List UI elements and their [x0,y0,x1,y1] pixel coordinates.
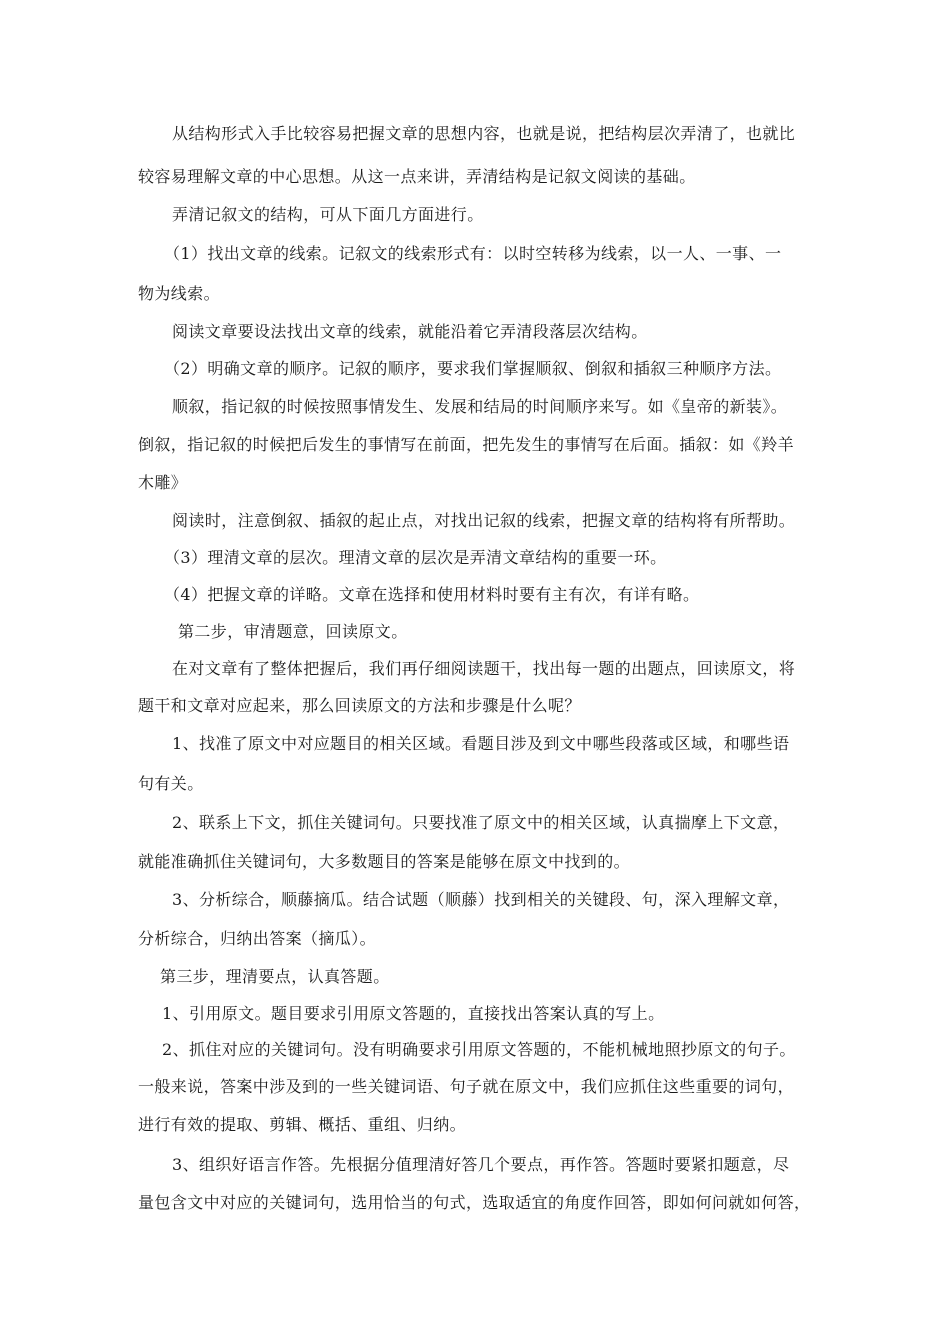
text-line: 第三步，理清要点，认真答题。 [160,967,390,986]
text-line: 3、分析综合，顺藤摘瓜。结合试题（顺藤）找到相关的关键段、句，深入理解文章， [172,890,790,909]
text-line: 较容易理解文章的中心思想。从这一点来讲，弄清结构是记叙文阅读的基础。 [138,167,696,186]
text-line: 进行有效的提取、剪辑、概括、重组、归纳。 [138,1115,467,1134]
text-line: （3）理清文章的层次。理清文章的层次是弄清文章结构的重要一环。 [164,548,667,567]
text-line: 句有关。 [138,774,204,793]
text-line: （2）明确文章的顺序。记叙的顺序，要求我们掌握顺叙、倒叙和插叙三种顺序方法。 [164,359,782,378]
text-line: 弄清记叙文的结构，可从下面几方面进行。 [172,205,484,224]
text-line: 阅读文章要设法找出文章的线索，就能沿着它弄清段落层次结构。 [172,322,648,341]
text-line: 就能准确抓住关键词句，大多数题目的答案是能够在原文中找到的。 [138,852,631,871]
text-line: 1、找准了原文中对应题目的相关区域。看题目涉及到文中哪些段落或区域，和哪些语 [172,734,790,753]
text-line: （4）把握文章的详略。文章在选择和使用材料时要有主有次，有详有略。 [164,585,700,604]
text-line: 题干和文章对应起来，那么回读原文的方法和步骤是什么呢？ [138,696,581,715]
text-line: 物为线索。 [138,284,221,303]
text-line: 2、联系上下文，抓住关键词句。只要找准了原文中的相关区域，认真揣摩上下文意， [172,813,790,832]
text-line: 倒叙，指记叙的时候把后发生的事情写在前面，把先发生的事情写在后面。插叙：如《羚羊 [138,435,795,454]
text-line: 阅读时，注意倒叙、插叙的起止点，对找出记叙的线索，把握文章的结构将有所帮助。 [172,511,796,530]
text-line: 从结构形式入手比较容易把握文章的思想内容，也就是说，把结构层次弄清了，也就比 [172,124,796,143]
text-line: 3、组织好语言作答。先根据分值理清好答几个要点，再作答。答题时要紧扣题意，尽 [172,1155,790,1174]
text-line: 木雕》 [138,473,188,492]
text-line: 顺叙，指记叙的时候按照事情发生、发展和结局的时间顺序来写。如《皇帝的新装》。 [172,397,788,416]
text-line: 在对文章有了整体把握后，我们再仔细阅读题干，找出每一题的出题点，回读原文，将 [172,659,796,678]
text-line: 第二步，审清题意，回读原文。 [178,622,408,641]
text-line: 一般来说，答案中涉及到的一些关键词语、句子就在原文中，我们应抓住这些重要的词句， [138,1077,795,1096]
text-line: 2、抓住对应的关键词句。没有明确要求引用原文答题的，不能机械地照抄原文的句子。 [162,1040,796,1059]
text-line: （1）找出文章的线索。记叙文的线索形式有：以时空转移为线索，以一人、一事、一 [164,244,782,263]
text-line: 量包含文中对应的关键词句，选用恰当的句式，选取适宜的角度作回答，即如何问就如何答， [138,1193,811,1212]
text-line: 1、引用原文。题目要求引用原文答题的，直接找出答案认真的写上。 [162,1004,665,1023]
text-line: 分析综合，归纳出答案（摘瓜）。 [138,929,377,948]
